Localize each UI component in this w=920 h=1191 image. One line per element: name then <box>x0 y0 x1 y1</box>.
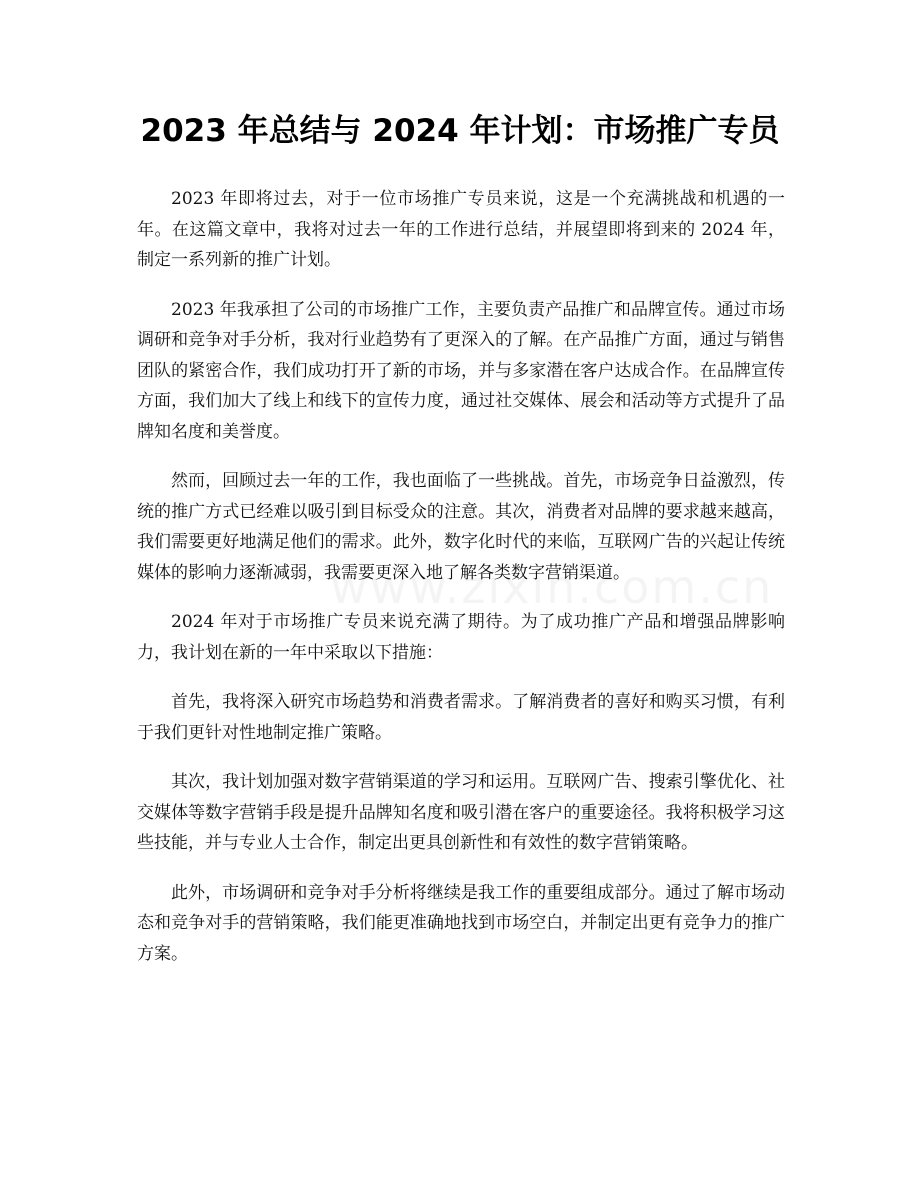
paragraph-2023-work: 2023 年我承担了公司的市场推广工作，主要负责产品推广和品牌宣传。通过市场调研和竞争对手分析，我对行业趋势有了更深入的了解。在产品推广方面，通过与销售团队的紧密合作，我们成功打开了新的市场，并与多家潜在客户达成合作。在品牌宣传方面，我们加大了线上和线下的宣传力度，通过社交媒体、展会和活动等方式提升了品牌知名度和美誉度。 <box>137 299 785 442</box>
document-body <box>137 184 785 988</box>
paragraph-measure-analysis: 此外，市场调研和竞争对手分析将继续是我工作的重要组成部分。通过了解市场动态和竞争对手的营销策略，我们能更准确地找到市场空白，并制定出更有竞争力的推广方案。 <box>137 882 785 964</box>
paragraph-challenges: 然而，回顾过去一年的工作，我也面临了一些挑战。首先，市场竞争日益激烈，传统的推广方式已经难以吸引到目标受众的注意。其次，消费者对品牌的要求越来越高，我们需要更好地满足他们的需求。此外，数字化时代的来临，互联网广告的兴起让传统媒体的影响力逐渐减弱，我需要更深入地了解各类数字营销渠道。 <box>137 471 785 583</box>
paragraph-measure-digital: 其次，我计划加强对数字营销渠道的学习和运用。互联网广告、搜索引擎优化、社交媒体等数字营销手段是提升品牌知名度和吸引潜在客户的重要途径。我将积极学习这些技能，并与专业人士合作，制定出更具创新性和有效性的数字营销策略。 <box>137 772 785 853</box>
paragraph-2024-plan: 2024 年对于市场推广专员来说充满了期待。为了成功推广产品和增强品牌影响力，我计划在新的一年中采取以下措施： <box>137 612 785 663</box>
document-title: 2023 年总结与 2024 年计划：市场推广专员 <box>140 113 780 149</box>
paragraph-intro: 2023 年即将过去，对于一位市场推广专员来说，这是一个充满挑战和机遇的一年。在这篇文章中，我将对过去一年的工作进行总结，并展望即将到来的 2024 年，制定一系列新的推广计划。 <box>137 189 785 270</box>
paragraph-measure-research: 首先，我将深入研究市场趋势和消费者需求。了解消费者的喜好和购买习惯，有利于我们更针对性地制定推广策略。 <box>137 692 785 743</box>
